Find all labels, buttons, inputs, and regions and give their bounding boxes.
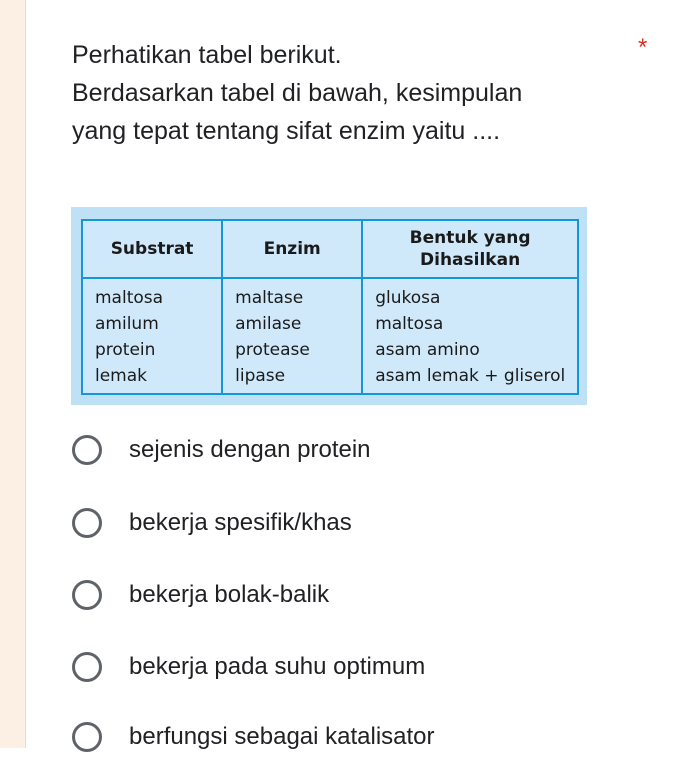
option-2[interactable] [72, 506, 632, 546]
question-card [26, 0, 698, 748]
table-cell: protein [95, 340, 156, 360]
enzim-column [222, 278, 362, 394]
option-5[interactable] [72, 720, 632, 760]
question-title-line: yang tepat tentang sifat enzim yaitu .... [72, 117, 501, 145]
table-cell: asam lemak + gliserol [375, 366, 566, 386]
table-cell: amilum [95, 314, 159, 334]
option-1[interactable] [72, 433, 632, 473]
table-row [82, 278, 578, 394]
bentuk-column [362, 278, 578, 394]
table-header-substrat: Substrat [82, 220, 222, 278]
radio-button[interactable] [72, 580, 102, 610]
left-margin-strip [0, 0, 25, 748]
table-cell: maltase [235, 288, 304, 308]
question-title [72, 36, 592, 150]
option-4[interactable] [72, 650, 632, 690]
table-cell: amilase [235, 314, 302, 334]
radio-button[interactable] [72, 508, 102, 538]
option-label: berfungsi sebagai katalisator [129, 723, 435, 750]
table-cell: lemak [95, 366, 148, 386]
option-label: bekerja bolak-balik [129, 581, 330, 608]
table-cell: asam amino [375, 340, 480, 360]
option-3[interactable] [72, 578, 632, 618]
substrat-column [82, 278, 222, 394]
option-label: bekerja pada suhu optimum [129, 653, 426, 680]
table-cell: protease [235, 340, 310, 360]
required-asterisk: * [638, 34, 648, 61]
radio-button[interactable] [72, 652, 102, 682]
question-title-line: Berdasarkan tabel di bawah, kesimpulan [72, 79, 523, 107]
table-cell: maltosa [375, 314, 444, 334]
question-image-table [71, 207, 587, 405]
table-cell: maltosa [95, 288, 164, 308]
table-header-bentuk: Bentuk yang Dihasilkan [362, 220, 578, 278]
radio-button[interactable] [72, 435, 102, 465]
option-label: bekerja spesifik/khas [129, 509, 352, 536]
enzyme-table [81, 219, 579, 395]
table-cell: glukosa [375, 288, 441, 308]
option-label: sejenis dengan protein [129, 436, 371, 463]
table-cell: lipase [235, 366, 286, 386]
question-title-line: Perhatikan tabel berikut. [72, 41, 342, 69]
table-header-enzim: Enzim [222, 220, 362, 278]
